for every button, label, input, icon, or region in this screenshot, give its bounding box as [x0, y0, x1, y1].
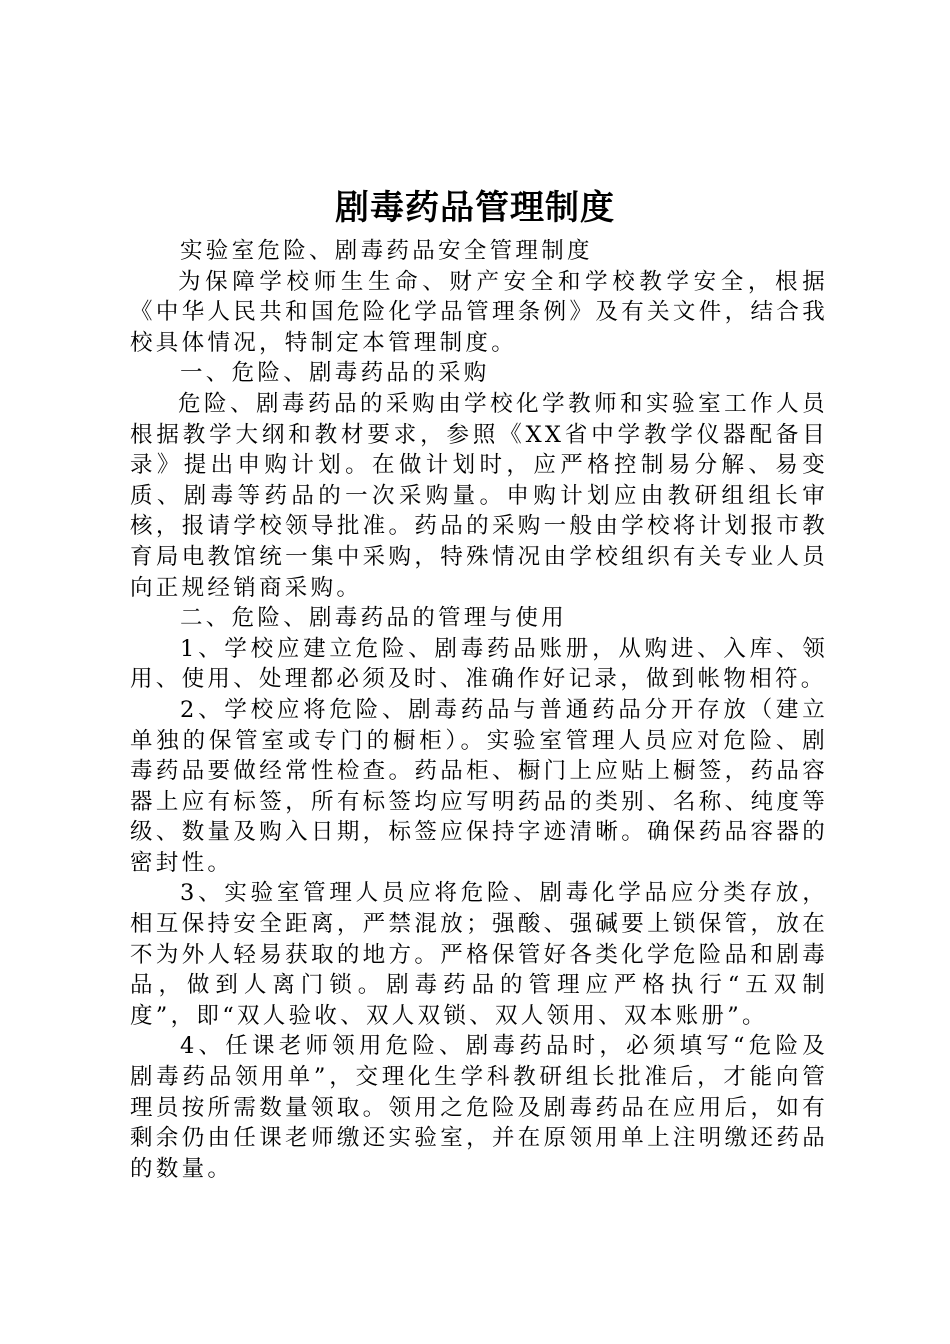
paragraph-rule-2: 2、学校应将危险、剧毒药品与普通药品分开存放（建立单独的保管室或专门的橱柜）。实验室管理人员应对危险、剧毒药品要做经常性检查。药品柜、橱门上应贴上橱签，药品容器上应有标签，所有标签均应写明药品的类别、名称、纯度等级、数量及购入日期，标签应保持字迹清晰。确保药品容器的密封性。: [130, 696, 828, 876]
section-heading-purchase: 一、危险、剧毒药品的采购: [180, 360, 490, 387]
paragraph-rule-4: 4、任课老师领用危险、剧毒药品时，必须填写“危险及剧毒药品领用单”，交理化生学科教研组长批准后，才能向管理员按所需数量领取。领用之危险及剧毒药品在应用后，如有剩余仍由任课老师缴还实验室，并在原领用单上注明缴还药品的数量。: [130, 1033, 828, 1182]
paragraph-subtitle: 实验室危险、剧毒药品安全管理制度: [180, 238, 593, 264]
paragraph-intro: 为保障学校师生生命、财产安全和学校教学安全，根据《中华人民共和国危险化学品管理条例》及有关文件，结合我校具体情况，特制定本管理制度。: [130, 268, 828, 356]
paragraph-rule-1: 1、学校应建立危险、剧毒药品账册，从购进、入库、领用、使用、处理都必须及时、准确作好记录，做到帐物相符。: [130, 635, 828, 693]
paragraph-purchase: 危险、剧毒药品的采购由学校化学教师和实验室工作人员根据教学大纲和教材要求，参照《XX省中学教学仪器配备目录》提出申购计划。在做计划时，应严格控制易分解、易变质、剧毒等药品的一次采购量。申购计划应由教研组组长审核，报请学校领导批准。药品的采购一般由学校将计划报市教育局电教馆统一集中采购，特殊情况由学校组织有关专业人员向正规经销商采购。: [130, 390, 828, 601]
document-title: 剧毒药品管理制度: [335, 188, 615, 228]
paragraph-rule-3: 3、实验室管理人员应将危险、剧毒化学品应分类存放，相互保持安全距离，严禁混放；强酸、强碱要上锁保管，放在不为外人轻易获取的地方。严格保管好各类化学危险品和剧毒品，做到人离门锁。剧毒药品的管理应严格执行“五双制度”，即“双人验收、双人双锁、双人领用、双本账册”。: [130, 880, 828, 1029]
section-heading-management: 二、危险、剧毒药品的管理与使用: [180, 605, 568, 632]
document-body: [130, 236, 828, 1184]
